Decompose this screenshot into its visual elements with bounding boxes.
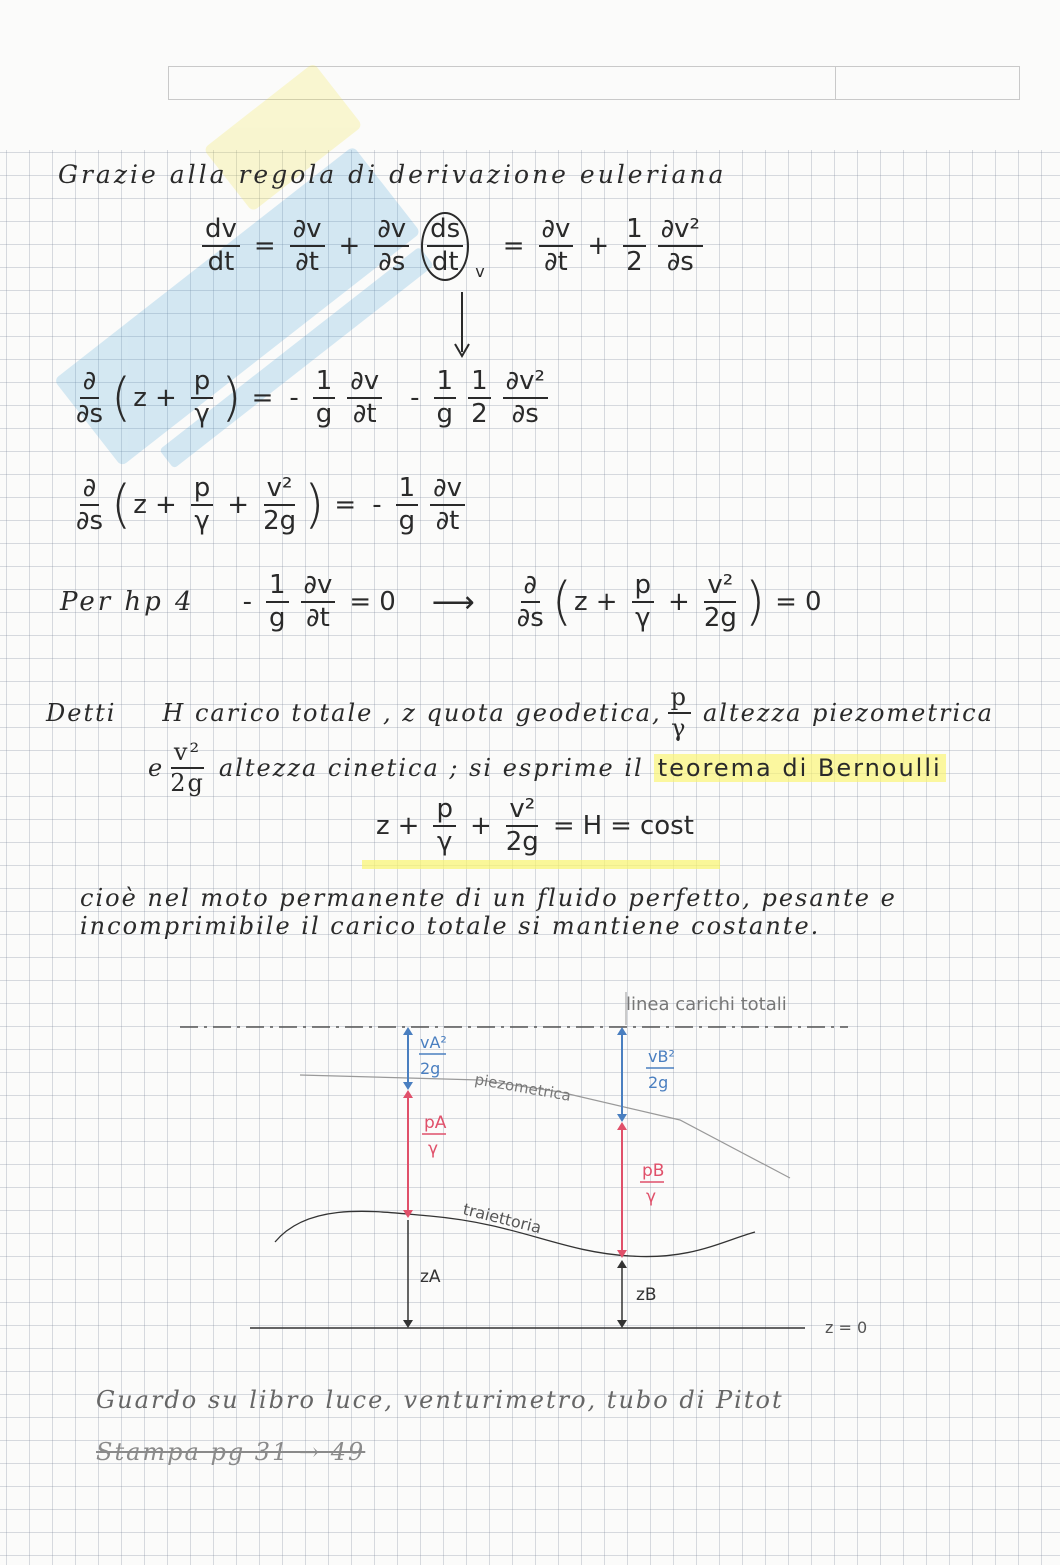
z-symbol: z — [133, 490, 147, 521]
bernoulli-derivation-eq3: $\frac{\partial}{\partial s}$ ( z + $\frac{p}{\gamma}$ + $\frac{\text{v²}}{2g}$ ) = - $\frac{1}{g}$ $\frac{\partial v}{\partial t}$ — [70, 475, 471, 536]
fraction: $\frac{dv}{dt}$ — [202, 216, 240, 277]
definitions-line-2 — [148, 740, 946, 796]
cost-word: cost — [639, 811, 694, 842]
pressure-head-den-a: γ — [428, 1139, 439, 1159]
z-symbol: z — [574, 587, 588, 618]
fraction: $\frac{1}{2}$ — [468, 368, 491, 429]
fraction: $\frac{\partial v}{\partial s}$ — [374, 216, 409, 277]
definitions-text: H carico totale , z quota geodetica, — [162, 699, 662, 728]
definitions-text: altezza cinetica ; si esprime il — [218, 754, 644, 783]
fraction: $\frac{1}{g}$ — [396, 475, 419, 536]
fraction: $\frac{\partial}{\partial s}$ — [516, 570, 544, 634]
footer-note: Guardo su libro luce, venturimetro, tubo di Pitot — [96, 1386, 784, 1414]
fraction: $\frac{\partial}{\partial s}$ — [76, 473, 103, 537]
bernoulli-diagram — [0, 980, 1060, 1360]
fraction: $\frac{1}{g}$ — [313, 368, 336, 429]
velocity-head-label-b: vB² — [648, 1047, 675, 1066]
equals-sign: = — [334, 490, 357, 521]
velocity-head-label-a: vA² — [420, 1033, 447, 1052]
fraction: $\frac{\partial}{\partial s}$ — [76, 366, 103, 430]
fraction: $\frac{p}{\gamma}$ — [191, 475, 214, 536]
equals-sign: = — [349, 587, 372, 618]
bernoulli-equation — [376, 796, 694, 857]
plus-sign: + — [587, 231, 610, 262]
piezometric-label: piezometrica — [473, 1070, 573, 1105]
fraction: $\frac{\partial v}{\partial t}$ — [347, 368, 382, 429]
minus-sign: - — [242, 587, 252, 618]
equals-sign: = — [251, 383, 274, 414]
equals-sign: = — [502, 231, 525, 262]
plus-sign: + — [227, 490, 250, 521]
minus-sign: - — [410, 383, 420, 414]
right-arrow-icon: ⟶ — [431, 584, 475, 620]
z-symbol: z — [133, 383, 147, 414]
conclusion-line-2: incomprimibile il carico totale si mantiene costante. — [80, 912, 821, 940]
fraction: $\frac{\text{∂v²}}{\partial s}$ — [658, 216, 703, 277]
velocity-head-den-b: 2g — [648, 1073, 669, 1092]
plus-sign: + — [397, 811, 420, 842]
fraction: $\frac{\text{v²}}{2g}$ — [505, 794, 539, 858]
definitions-text: altezza piezometrica — [703, 699, 994, 728]
elevation-label-b: zB — [636, 1285, 657, 1305]
down-arrow-icon — [450, 290, 474, 362]
pressure-head-label-b: pB — [642, 1161, 665, 1181]
trajectory-label: traiettoria — [461, 1199, 544, 1238]
velocity-head-den-a: 2g — [420, 1059, 441, 1078]
elevation-label-a: zA — [420, 1267, 441, 1287]
minus-sign: - — [289, 383, 299, 414]
fraction: $\frac{\partial v}{\partial t}$ — [290, 216, 325, 277]
fraction: $\frac{\text{v²}}{2g}$ — [703, 570, 737, 634]
subscript-v: v — [475, 261, 485, 281]
plus-sign: + — [595, 587, 618, 618]
zero: 0 — [379, 587, 396, 618]
minus-sign: - — [372, 490, 382, 521]
fraction: $\frac{p}{\gamma}$ — [668, 685, 691, 741]
equals-sign: = — [552, 811, 575, 842]
header-box — [168, 66, 1020, 100]
fraction: $\frac{\partial v}{\partial t}$ — [539, 216, 574, 277]
plus-sign: + — [154, 490, 177, 521]
plus-sign: + — [338, 231, 361, 262]
fraction: $\frac{1}{2}$ — [623, 216, 646, 277]
fraction: $\frac{\text{v²}}{2g}$ — [263, 473, 297, 537]
equals-sign: = — [253, 231, 276, 262]
total-head-label: linea carichi totali — [626, 994, 787, 1015]
bernoulli-derivation-eq2: $\frac{\partial}{\partial s}$ ( z + $\frac{p}{\gamma}$ ) = - $\frac{1}{g}$ $\frac{\partial v}{\partial t}$ - $\frac{1}{g}$ $\frac{1}{2}$ $\frac{\text{∂v²}}{\partial s}$ — [70, 368, 554, 429]
hypothesis-4-equation: Per hp 4 - $\frac{1}{g}$ $\frac{\partial v}{\partial t}$ = 0 ⟶ $\frac{\partial}{\partial s}$ ( z + $\frac{p}{\gamma}$ + $\frac{\text{v²}}{2g}$ ) = 0 — [60, 570, 822, 634]
equation-highlight — [362, 860, 720, 869]
header-divider — [835, 67, 836, 99]
definitions-line-1 — [46, 685, 994, 741]
fraction: $\frac{\partial v}{\partial t}$ — [301, 572, 336, 633]
plus-sign: + — [668, 587, 690, 618]
plus-sign: + — [154, 383, 177, 414]
bernoulli-theorem-highlight: teorema di Bernoulli — [654, 754, 946, 782]
datum-label: z = 0 — [825, 1318, 868, 1337]
fraction: $\frac{\text{∂v²}}{\partial s}$ — [503, 368, 548, 429]
euler-derivative-equation — [196, 212, 709, 281]
equals-sign: = — [775, 587, 797, 618]
e-word: e — [148, 754, 165, 783]
fraction: $\frac{1}{g}$ — [434, 368, 457, 429]
intro-line: Grazie alla regola di derivazione euleriana — [58, 160, 727, 189]
pressure-head-label-a: pA — [424, 1113, 447, 1133]
pressure-head-den-b: γ — [646, 1187, 657, 1207]
equals-sign: = — [610, 811, 632, 842]
zero: 0 — [804, 587, 822, 618]
detti-word: Detti — [46, 699, 117, 728]
fraction: $\frac{p}{\gamma}$ — [632, 572, 655, 633]
fraction: $\frac{p}{\gamma}$ — [191, 368, 214, 429]
fraction: $\frac{\text{v²}}{2g}$ — [170, 738, 205, 798]
circled-fraction: $\frac{ds}{dt}$ — [421, 212, 469, 281]
hypothesis-label: Per hp 4 — [60, 587, 195, 618]
plus-sign: + — [469, 811, 492, 842]
footer-struck-note: Stampa pg 31 → 49 — [96, 1438, 366, 1466]
conclusion-line-1: cioè nel moto permanente di un fluido perfetto, pesante e — [80, 884, 897, 912]
fraction: $\frac{1}{g}$ — [266, 572, 289, 633]
fraction: $\frac{\partial v}{\partial t}$ — [430, 475, 465, 536]
H-symbol: H — [582, 811, 603, 842]
fraction: $\frac{p}{\gamma}$ — [433, 796, 456, 857]
z-symbol: z — [376, 811, 390, 842]
